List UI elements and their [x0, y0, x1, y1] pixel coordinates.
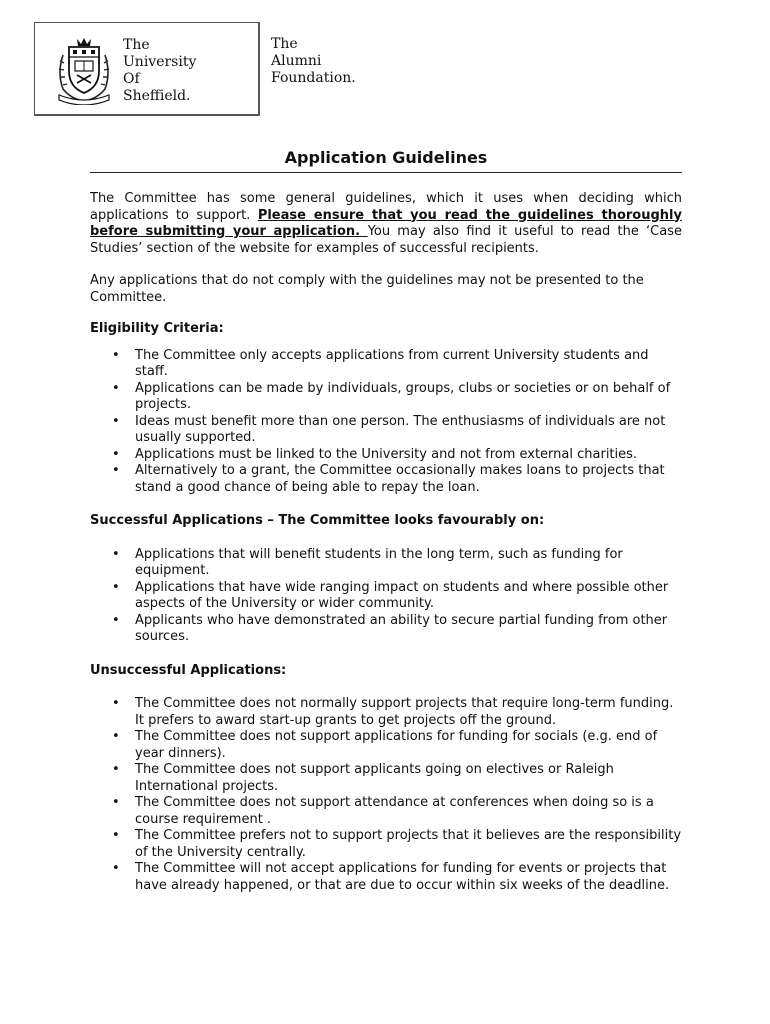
unsuccessful-list: [90, 696, 682, 894]
list-item: • The Committee only accepts applications from current University students and staff.: [90, 348, 682, 381]
university-line: Sheffield.: [123, 88, 191, 104]
university-name: [123, 37, 196, 105]
list-item: • Applications that will benefit students in the long term, such as funding for equipment.: [90, 547, 682, 580]
intro-text-after: You may also find it useful to read the ‘Case Studies’ section of the website for examples of successful recipients.: [90, 224, 682, 256]
list-item: • Applicants who have demonstrated an ability to secure partial funding from other sources.: [90, 613, 682, 646]
compliance-note: Any applications that do not comply with the guidelines may not be presented to the Committee.: [90, 273, 644, 305]
university-line: Of: [123, 71, 140, 87]
intro-emphasis: Please ensure that you read the guidelines thoroughly before submitting your application.: [90, 207, 682, 239]
successful-heading: Successful Applications – The Committee looks favourably on:: [90, 513, 545, 528]
list-item: • Applications must be linked to the University and not from external charities.: [90, 447, 682, 464]
intro-text: The Committee has some general guidelines, which it uses when deciding which applications to support.: [90, 191, 682, 223]
list-item: • The Committee does not normally support projects that require long-term funding. It prefers to award start-up grants to get projects off the ground.: [90, 696, 682, 729]
eligibility-list: [90, 348, 682, 497]
university-line: University: [123, 54, 197, 70]
list-item: • Applications that have wide ranging impact on students and where possible other aspects of the University or wider community.: [90, 580, 682, 613]
unsuccessful-heading: Unsuccessful Applications:: [90, 662, 287, 678]
list-item: • The Committee does not support attendance at conferences when doing so is a course requirement .: [90, 795, 682, 828]
list-item: • Ideas must benefit more than one person. The enthusiasms of individuals are not usually supported.: [90, 414, 682, 447]
page-title: Application Guidelines: [90, 146, 682, 173]
eligibility-heading: Eligibility Criteria:: [90, 321, 224, 336]
successful-list: [90, 547, 682, 646]
university-logo-box: [34, 22, 260, 116]
list-item: • Alternatively to a grant, the Committee occasionally makes loans to projects that stand a good chance of being able to repay the loan.: [90, 463, 682, 496]
list-item: • The Committee prefers not to support projects that it believes are the responsibility of the University centrally.: [90, 828, 682, 861]
foundation-line: The: [271, 36, 298, 52]
university-line: The: [123, 37, 150, 53]
list-item: • Applications can be made by individuals, groups, clubs or societies or on behalf of projects.: [90, 381, 682, 414]
alumni-foundation-name: [271, 36, 356, 87]
foundation-line: Alumni: [271, 53, 322, 69]
document-body: [90, 146, 682, 894]
intro-paragraph: [90, 191, 682, 257]
list-item: • The Committee does not support applicants going on electives or Raleigh International projects.: [90, 762, 682, 795]
foundation-line: Foundation.: [271, 70, 356, 86]
list-item: • The Committee will not accept applications for funding for events or projects that have already happened, or that are due to occur within six weeks of the deadline.: [90, 861, 682, 894]
list-item: • The Committee does not support applications for funding for socials (e.g. end of year dinners).: [90, 729, 682, 762]
university-crest-icon: [53, 35, 115, 105]
